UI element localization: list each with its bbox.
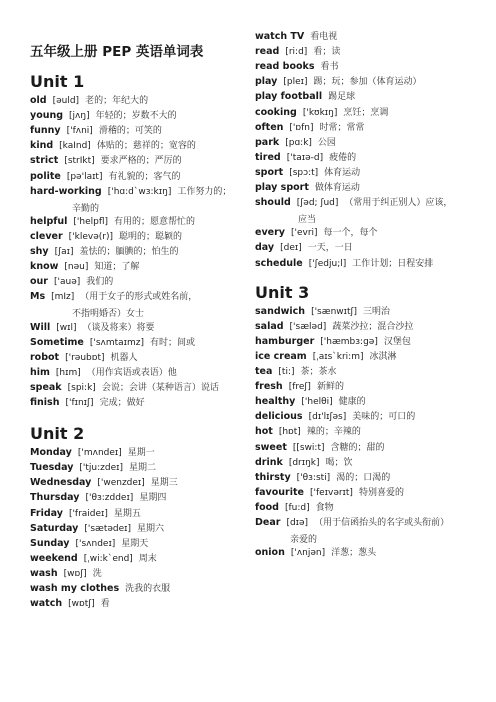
- vocab-entry: [30, 231, 182, 243]
- vocab-entry: [255, 547, 376, 559]
- vocab-meaning-continued: 应当: [298, 215, 317, 226]
- vocab-entry: [255, 91, 355, 103]
- vocab-entry: [30, 508, 141, 520]
- vocab-meaning-continued: 不指明婚否）女士: [72, 309, 145, 320]
- unit-heading-2: Unit 2: [30, 424, 85, 444]
- vocab-word: helpful: [30, 215, 68, 227]
- vocab-phonetic: ['ʃedju;l]: [308, 258, 347, 269]
- vocab-entry: [30, 523, 164, 535]
- vocab-meaning: 体育运动: [324, 167, 361, 178]
- vocab-word: Saturday: [30, 522, 79, 534]
- vocab-word: Will: [30, 321, 51, 333]
- vocab-meaning: 做体育运动: [314, 183, 360, 193]
- vocab-word: salad: [255, 320, 284, 332]
- vocab-meaning: 我们的: [86, 277, 114, 288]
- vocab-phonetic: [dɪ'lɪʃəs]: [308, 412, 347, 423]
- vocab-word: funny: [30, 125, 61, 137]
- vocab-entry: [255, 137, 336, 149]
- vocab-phonetic: ['klevə(r)]: [68, 231, 113, 242]
- vocab-phonetic: ['feɪvərɪt]: [309, 487, 353, 498]
- vocab-meaning: 踢足球: [328, 92, 356, 103]
- vocab-entry: [30, 382, 219, 394]
- vocab-meaning: 新鲜的: [316, 382, 344, 393]
- vocab-meaning: 茶；茶水: [300, 367, 337, 377]
- vocab-phonetic: ['sætədeɪ]: [84, 523, 132, 534]
- vocab-entry: [255, 396, 366, 408]
- vocab-word: Thursday: [30, 492, 80, 504]
- vocab-meaning: 公园: [317, 137, 336, 148]
- vocab-word: park: [255, 136, 280, 148]
- vocab-phonetic: [kaInd]: [59, 141, 91, 152]
- vocab-entry: [30, 367, 177, 379]
- vocab-word: fresh: [255, 381, 283, 393]
- vocab-word: young: [30, 110, 64, 122]
- vocab-word: watch TV: [255, 31, 305, 42]
- vocab-word: Sunday: [30, 537, 70, 549]
- vocab-phonetic: [ʃəd; ʃud]: [296, 198, 339, 209]
- vocab-meaning: 星期天: [121, 538, 149, 549]
- vocab-meaning: 星期一: [127, 448, 155, 459]
- vocab-meaning: 洋葱；葱头: [331, 548, 377, 559]
- vocab-meaning: 机器人: [110, 352, 138, 363]
- vocab-phonetic: [hɒt]: [278, 427, 301, 438]
- vocab-entry: [255, 107, 388, 119]
- vocab-word: Monday: [30, 447, 72, 459]
- vocab-phonetic: [ˌaɪs`kri:m]: [312, 351, 364, 362]
- vocab-meaning: 时常；常常: [319, 122, 365, 133]
- vocab-entry: [30, 492, 166, 504]
- vocab-phonetic: [wɪl]: [56, 322, 77, 333]
- vocab-phonetic: ['fʌni]: [66, 126, 93, 137]
- vocab-phonetic: [fu:d]: [285, 502, 310, 513]
- vocab-phonetic: [drɪŋk]: [288, 457, 320, 468]
- vocab-word: play: [255, 76, 278, 88]
- vocab-phonetic: ['ɒfn]: [289, 122, 314, 133]
- vocab-word: hot: [255, 426, 273, 438]
- vocab-entry: [30, 477, 178, 489]
- vocab-entry: [30, 261, 139, 273]
- vocab-meaning: 羞怯的；腼腆的；怕生的: [79, 247, 179, 257]
- vocab-meaning: 星期三: [150, 478, 178, 489]
- vocab-word: drink: [255, 456, 283, 468]
- vocab-word: every: [255, 227, 285, 239]
- vocab-word: weekend: [30, 552, 78, 564]
- vocab-entry: [30, 337, 195, 349]
- vocab-word: favourite: [255, 486, 304, 498]
- vocab-meaning: 汉堡包: [383, 336, 411, 347]
- vocab-entry: [255, 411, 415, 423]
- vocab-entry: [255, 242, 353, 254]
- vocab-entry: [255, 442, 385, 454]
- vocab-meaning: 工作计划；日程安排: [352, 258, 434, 269]
- vocab-meaning: 疲倦的: [329, 152, 357, 163]
- vocab-meaning: 渴的；口渴的: [336, 472, 391, 483]
- vocab-word: him: [30, 366, 50, 378]
- vocab-entry: [30, 553, 157, 565]
- vocab-entry: [30, 95, 148, 107]
- vocab-meaning: 有时；间或: [150, 337, 196, 348]
- vocab-entry: [255, 122, 365, 134]
- vocab-phonetic: ['helpfl]: [73, 216, 109, 227]
- vocab-entry: [30, 447, 155, 459]
- vocab-phonetic: ['taɪə-d]: [286, 152, 324, 163]
- vocab-meaning: 食物: [315, 502, 334, 513]
- vocab-word: old: [30, 95, 47, 106]
- vocab-word: finish: [30, 397, 60, 408]
- vocab-entry: [30, 291, 197, 303]
- vocab-phonetic: ['fraideɪ]: [68, 508, 108, 519]
- vocab-meaning: 美味的；可口的: [352, 412, 416, 423]
- vocab-word: sport: [255, 166, 284, 178]
- vocab-meaning: 滑稽的；可笑的: [98, 126, 162, 137]
- vocab-phonetic: ['rəubɒt]: [65, 352, 105, 363]
- vocab-entry: [255, 472, 390, 484]
- vocab-meaning: 工作努力的；: [177, 186, 232, 197]
- vocab-entry: [30, 246, 179, 258]
- vocab-entry: [255, 76, 422, 88]
- vocab-word: Dear: [255, 517, 281, 528]
- vocab-phonetic: [nəu]: [64, 262, 89, 273]
- vocab-phonetic: [ˌwi:k`end]: [83, 553, 133, 564]
- vocab-meaning: 星期六: [137, 523, 165, 534]
- vocab-phonetic: ['hɑ:d`wɜ:kɪŋ]: [107, 186, 172, 197]
- vocab-entry: [255, 197, 452, 209]
- vocab-word: Sometime: [30, 336, 84, 348]
- unit-heading-1: Unit 1: [30, 72, 85, 91]
- vocab-entry: [30, 140, 196, 152]
- vocab-entry: [255, 306, 390, 318]
- vocab-meaning: （用于女子的形式或姓名前，: [80, 292, 198, 303]
- vocab-entry: [30, 110, 177, 122]
- vocab-word: hamburger: [255, 335, 315, 347]
- vocab-entry: [30, 538, 148, 550]
- vocab-word: watch: [30, 598, 63, 610]
- vocab-phonetic: ['tju:zdeɪ]: [79, 463, 124, 474]
- vocab-word: shy: [30, 246, 49, 257]
- vocab-phonetic: [[swi:t]: [292, 442, 325, 453]
- vocab-meaning: 看电视: [310, 32, 338, 42]
- vocab-meaning-continued: 辛勤的: [72, 203, 100, 214]
- vocab-word: should: [255, 197, 291, 209]
- vocab-phonetic: [dɪə]: [286, 518, 309, 528]
- vocab-meaning: 有用的；愿意帮忙的: [114, 216, 196, 227]
- vocab-phonetic: [pə'laɪt]: [66, 171, 103, 182]
- vocab-phonetic: ['θɜ:zddeɪ]: [85, 493, 134, 504]
- vocab-word: thirsty: [255, 471, 291, 483]
- vocab-meaning: （用作宾语或表语）他: [86, 367, 177, 378]
- vocab-meaning: 星期四: [139, 493, 167, 504]
- vocab-phonetic: ['mʌndeɪ]: [77, 448, 122, 459]
- vocab-meaning: 星期五: [113, 508, 141, 519]
- vocab-phonetic: [spi:k]: [67, 382, 96, 393]
- vocab-entry: [255, 152, 356, 164]
- vocab-meaning: （谈及将来）将要: [82, 322, 155, 333]
- vocab-word: schedule: [255, 257, 303, 269]
- vocab-word: read: [255, 46, 280, 58]
- vocab-word: Tuesday: [30, 462, 74, 474]
- page-title: 五年级上册 PEP 英语单词表: [30, 44, 204, 60]
- vocab-phonetic: [strIkt]: [64, 156, 95, 167]
- vocab-meaning: 烹饪；烹调: [343, 107, 389, 118]
- vocab-entry: [30, 125, 162, 137]
- vocab-meaning: 周末: [138, 553, 157, 564]
- vocab-phonetic: [ri:d]: [285, 47, 308, 58]
- vocab-entry: [255, 31, 337, 43]
- vocab-meaning: 含糖的；甜的: [330, 442, 385, 453]
- vocab-entry: [30, 583, 170, 595]
- vocab-entry: [255, 457, 353, 469]
- vocab-word: wash my clothes: [30, 583, 120, 594]
- vocab-entry: [255, 227, 378, 239]
- vocab-word: hard-working: [30, 185, 102, 197]
- vocab-meaning: 聪明的；聪颖的: [119, 231, 183, 242]
- vocab-meaning: 冰淇淋: [369, 351, 397, 362]
- vocab-meaning: 看；读: [313, 47, 341, 58]
- vocab-word: clever: [30, 230, 63, 242]
- vocab-meaning: 老的；年纪大的: [85, 96, 149, 106]
- vocab-phonetic: ['ʌnjən]: [290, 548, 326, 559]
- vocab-word: tired: [255, 151, 281, 163]
- vocab-phonetic: ['sæləd]: [289, 321, 327, 332]
- vocab-entry: [30, 322, 155, 334]
- vocab-phonetic: ['hæmbɜ:gə]: [320, 336, 378, 347]
- unit-heading-3: Unit 3: [255, 282, 310, 302]
- vocab-phonetic: ['fɪnɪʃ]: [65, 398, 94, 408]
- vocab-meaning: 完成；做好: [99, 398, 145, 408]
- vocab-phonetic: [əuld]: [52, 96, 80, 106]
- vocab-meaning: 蔬菜沙拉；混合沙拉: [332, 321, 414, 332]
- vocab-entry: [30, 276, 113, 288]
- vocab-word: food: [255, 501, 279, 513]
- vocab-word: polite: [30, 170, 61, 182]
- vocab-meaning-continued: 亲爱的: [290, 535, 318, 546]
- vocab-meaning: 要求严格的；严厉的: [100, 156, 182, 167]
- vocab-word: Wednesday: [30, 477, 92, 489]
- vocab-meaning: 每一个，每个: [323, 228, 378, 239]
- vocab-entry: [30, 397, 145, 409]
- vocab-entry: [255, 61, 339, 73]
- vocab-meaning: 体贴的；慈祥的；宽容的: [96, 141, 196, 152]
- vocab-meaning: 会说；会讲（某种语言）说话: [101, 382, 219, 393]
- vocab-phonetic: ['wenzdeɪ]: [97, 478, 145, 489]
- vocab-word: tea: [255, 366, 273, 377]
- vocab-entry: [255, 321, 413, 333]
- vocab-phonetic: ['sʌmtaɪmz]: [89, 337, 145, 348]
- vocab-meaning: 年轻的；岁数不大的: [95, 111, 177, 122]
- vocab-word: delicious: [255, 411, 303, 423]
- vocab-meaning: 踢；玩；参加（体育运动）: [313, 77, 422, 88]
- vocab-entry: [255, 517, 449, 529]
- vocab-word: kind: [30, 140, 54, 152]
- vocab-meaning: 知道；了解: [94, 262, 140, 273]
- vocab-phonetic: [pleɪ]: [283, 77, 308, 88]
- vocab-word: day: [255, 242, 275, 254]
- vocab-meaning: （用于信函抬头的名字或头衔前）: [314, 518, 450, 528]
- vocab-meaning: 有礼貌的；客气的: [108, 171, 181, 182]
- vocab-meaning: 看: [100, 599, 110, 610]
- vocab-phonetic: ['kʊkɪŋ]: [302, 107, 338, 118]
- vocab-word: our: [30, 276, 48, 288]
- vocab-word: speak: [30, 381, 62, 393]
- vocab-word: Friday: [30, 507, 63, 519]
- vocab-phonetic: [freʃ]: [288, 382, 311, 393]
- vocab-meaning: 喝；饮: [325, 457, 353, 468]
- vocab-word: cooking: [255, 106, 297, 118]
- vocab-entry: [30, 186, 231, 198]
- vocab-entry: [30, 171, 180, 183]
- vocab-meaning: 健康的: [338, 397, 366, 408]
- vocab-word: strict: [30, 155, 59, 167]
- vocab-entry: [30, 352, 138, 364]
- vocab-entry: [255, 182, 360, 194]
- vocab-entry: [255, 366, 337, 378]
- vocab-word: robot: [30, 351, 60, 363]
- vocab-entry: [30, 568, 102, 580]
- vocab-phonetic: ['helθi]: [301, 397, 333, 408]
- vocab-meaning: 星期二: [129, 463, 157, 474]
- vocab-phonetic: [deɪ]: [280, 243, 302, 254]
- vocab-phonetic: [hɪm]: [55, 367, 81, 378]
- vocab-phonetic: ['sænwɪtʃ]: [311, 306, 358, 317]
- vocab-phonetic: [spɔ:t]: [289, 167, 319, 178]
- vocab-meaning: 洗我的衣服: [125, 584, 171, 594]
- vocab-word: often: [255, 121, 284, 133]
- vocab-phonetic: ['sʌndeɪ]: [75, 538, 116, 549]
- vocab-meaning: 特别喜爱的: [358, 487, 404, 498]
- vocab-meaning: 一天，一日: [307, 243, 353, 254]
- vocab-meaning: （常用于纠正别人）应该，: [344, 198, 453, 209]
- vocab-word: sandwich: [255, 305, 306, 317]
- vocab-phonetic: ['θɜ:sti]: [296, 472, 331, 483]
- vocab-word: onion: [255, 547, 285, 559]
- vocab-phonetic: [wɒtʃ]: [68, 599, 95, 610]
- vocab-phonetic: [mIz]: [51, 292, 75, 303]
- vocab-entry: [255, 46, 340, 58]
- vocab-entry: [30, 155, 182, 167]
- vocab-phonetic: [ʃaɪ]: [54, 247, 74, 257]
- vocab-word: wash: [30, 567, 58, 579]
- vocab-entry: [255, 426, 361, 438]
- vocab-entry: [255, 351, 397, 363]
- vocab-entry: [255, 381, 344, 393]
- vocab-entry: [255, 167, 360, 179]
- vocab-phonetic: [wɒʃ]: [63, 568, 87, 579]
- vocab-phonetic: ['auə]: [53, 277, 81, 288]
- vocab-entry: [30, 598, 110, 610]
- vocab-word: ice cream: [255, 350, 307, 362]
- vocab-phonetic: [ti:]: [278, 367, 295, 377]
- vocab-word: play sport: [255, 182, 309, 193]
- vocab-meaning: 洗: [92, 568, 102, 579]
- vocab-entry: [255, 502, 334, 514]
- vocab-word: healthy: [255, 396, 296, 408]
- vocab-word: Ms: [30, 291, 46, 303]
- vocab-entry: [255, 336, 411, 348]
- vocab-word: read books: [255, 61, 315, 73]
- vocab-word: sweet: [255, 441, 287, 453]
- vocab-phonetic: ['evri]: [290, 228, 318, 239]
- vocab-meaning: 三明治: [363, 306, 391, 317]
- vocab-phonetic: [pɑ:k]: [285, 137, 312, 148]
- vocab-entry: [30, 462, 156, 474]
- vocab-meaning: 辣的；辛辣的: [306, 427, 361, 438]
- vocab-entry: [30, 216, 195, 228]
- vocab-entry: [255, 258, 433, 270]
- vocab-word: know: [30, 261, 59, 273]
- vocab-meaning: 看书: [320, 62, 339, 73]
- vocab-word: play football: [255, 91, 323, 103]
- vocab-entry: [255, 487, 404, 499]
- vocab-phonetic: [jʌŋ]: [69, 111, 90, 122]
